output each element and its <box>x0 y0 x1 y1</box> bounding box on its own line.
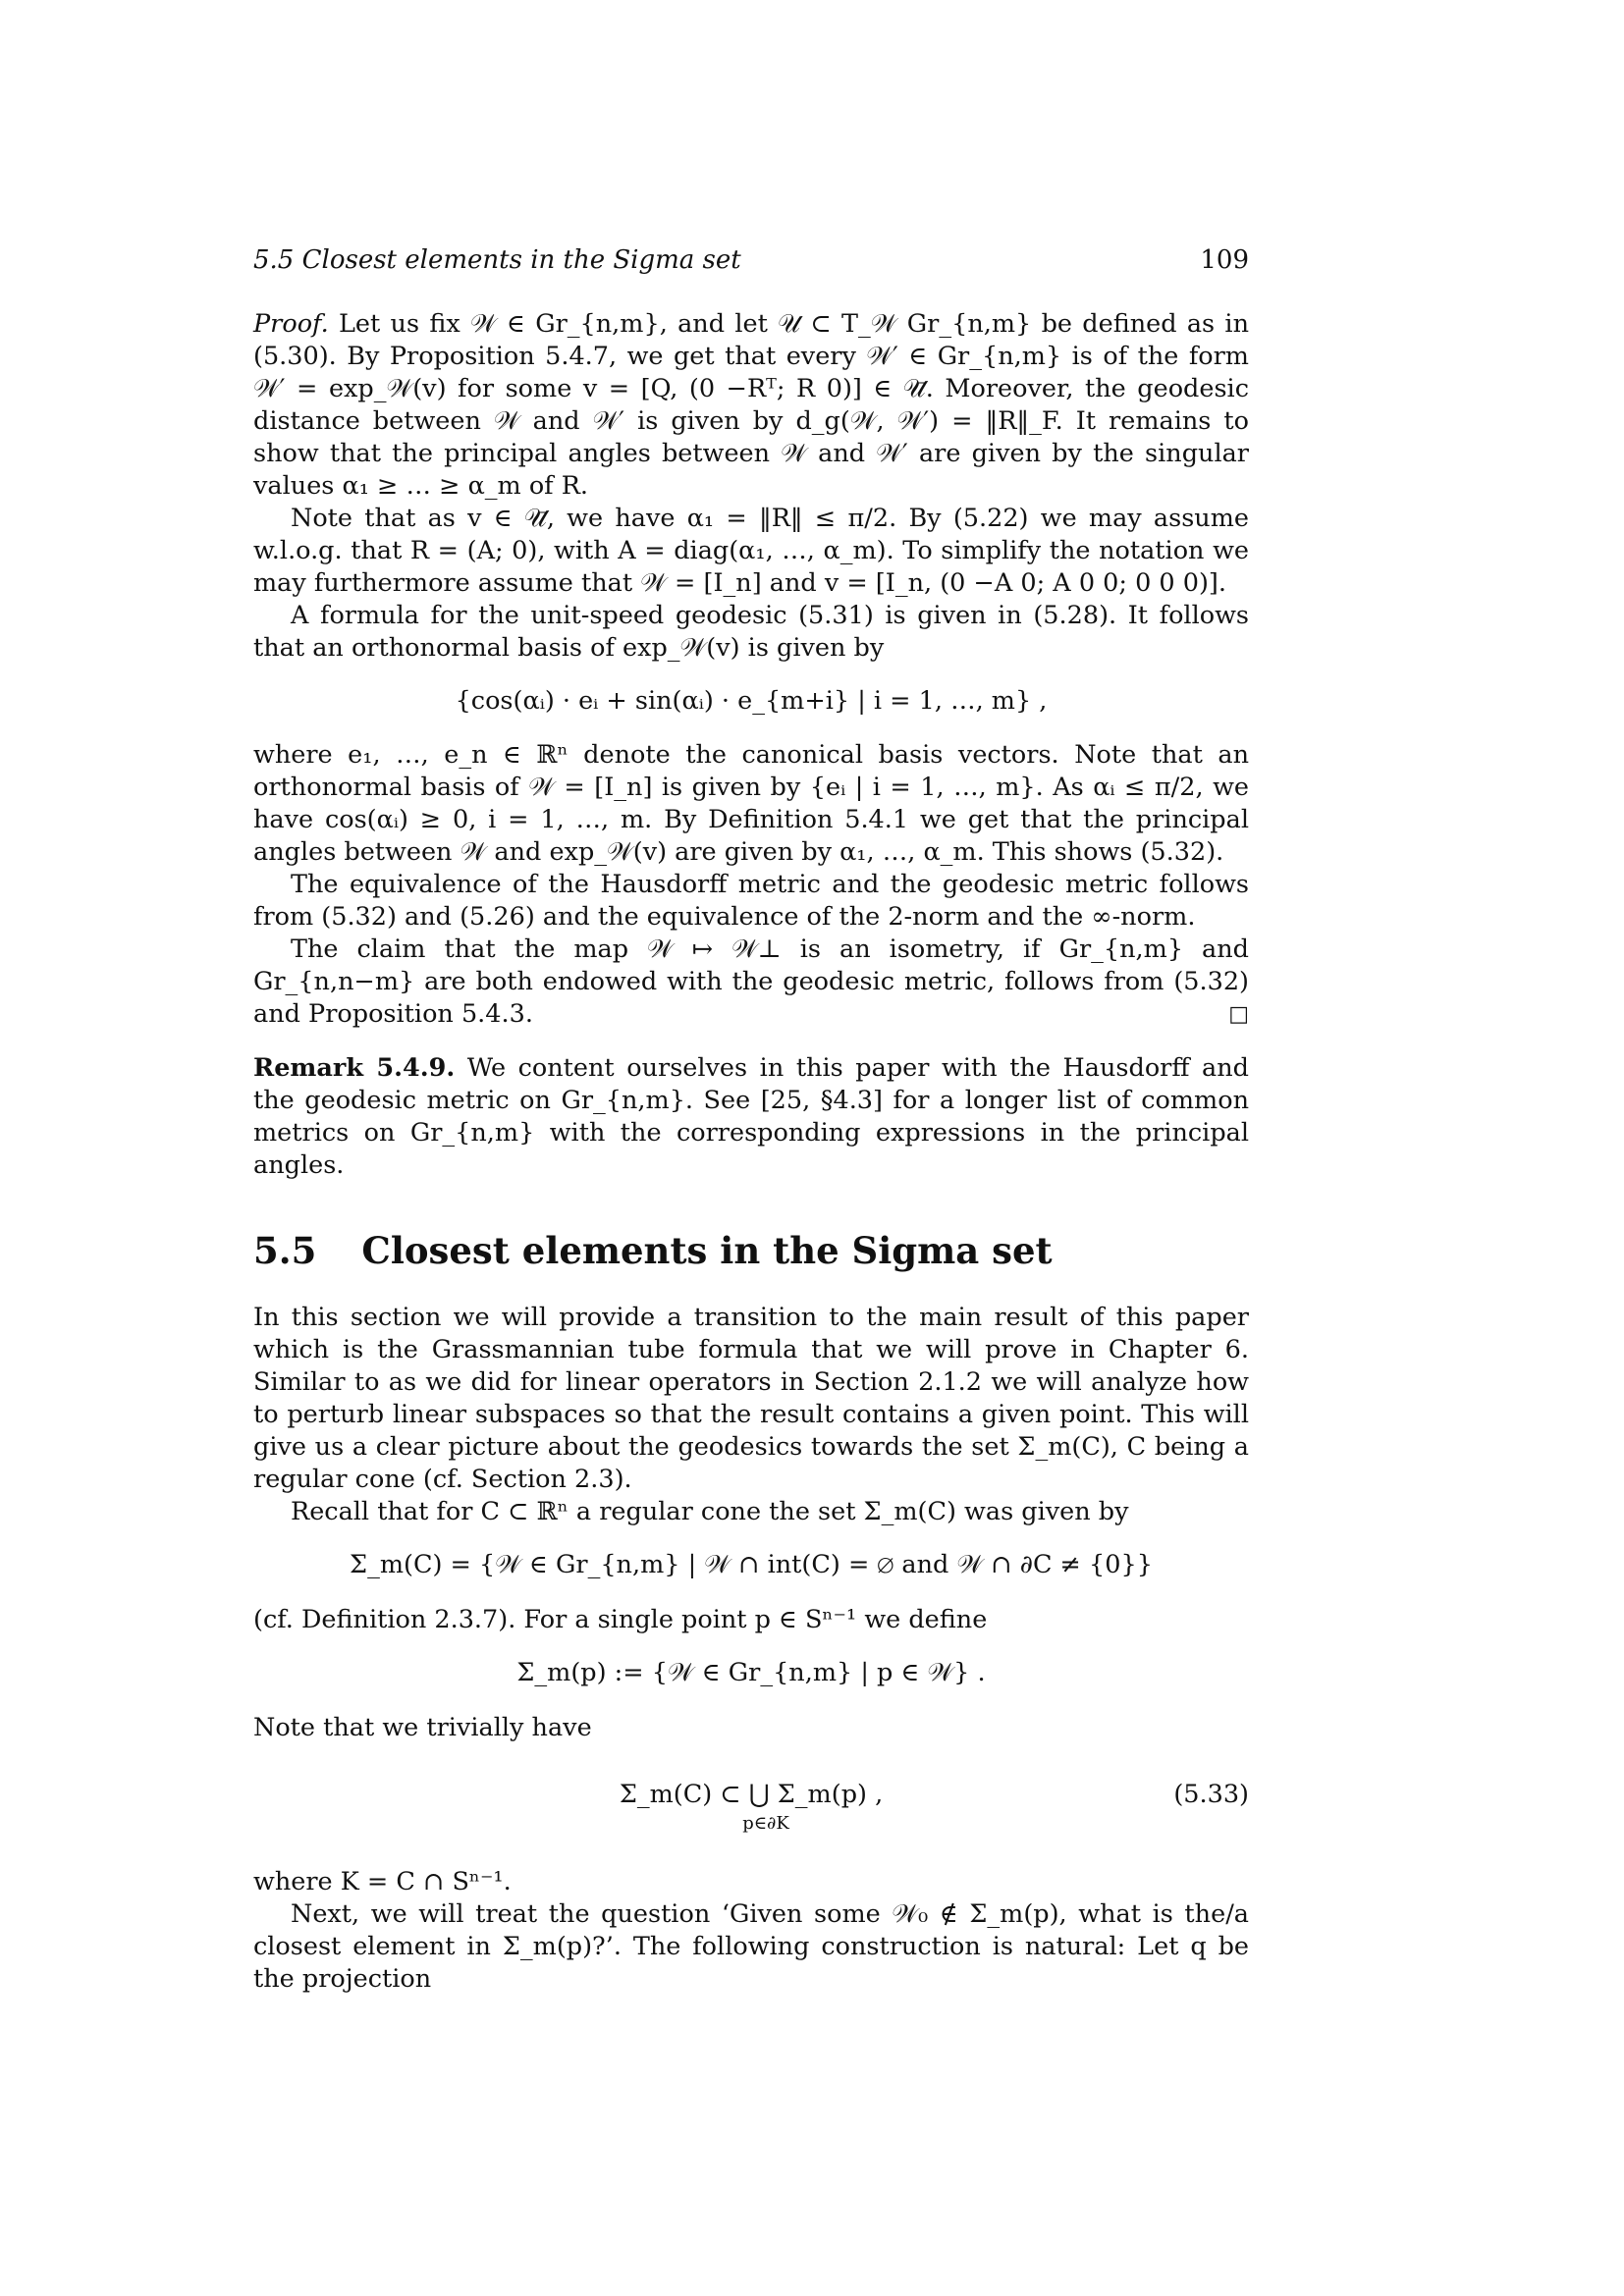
equation-basis: {cos(αᵢ) · eᵢ + sin(αᵢ) · e_{m+i} | i = 1, …, m} , <box>455 686 1048 716</box>
equation-5-33 <box>253 1780 1249 1837</box>
section-paragraph-3: (cf. Definition 2.3.7). For a single point p ∈ Sⁿ⁻¹ we define <box>253 1605 988 1634</box>
proof-paragraph-5: The equivalence of the Hausdorff metric and the geodesic metric follows from (5.32) and (5.26) and the equivalence of the 2-norm and the ∞-norm. <box>253 870 1249 932</box>
equation-number: (5.33) <box>1173 1780 1249 1809</box>
section-paragraph-2: Recall that for C ⊂ ℝⁿ a regular cone the set Σ_m(C) was given by <box>291 1497 1129 1526</box>
proof-text-1: Let us fix 𝒲 ∈ Gr_{n,m}, and let 𝒰 ⊂ T_𝒲 Gr_{n,m} be defined as in (5.30). By Proposition 5.4.7, we get that every 𝒲′ ∈ Gr_{n,m} is of the form 𝒲′ = exp_𝒲(v) for some v = [Q, (0 −Rᵀ; R 0)] ∈ 𝒰̄. Moreover, the geodesic distance between 𝒲 and 𝒲′ is given by d_g(𝒲, 𝒲′) = ‖R‖_F. It remains to show that the principal angles between 𝒲 and 𝒲′ are given by the singular values α₁ ≥ … ≥ α_m of R. <box>253 309 1249 501</box>
proof-paragraph-2: Note that as v ∈ 𝒰̄, we have α₁ = ‖R‖ ≤ π/2. By (5.22) we may assume w.l.o.g. that R = (A; 0), with A = diag(α₁, …, α_m). To simplify the notation we may furthermore assume that 𝒲 = [I_n] and v = [I_n, (0 −A 0; A 0 0; 0 0 0)]. <box>253 504 1249 598</box>
page <box>253 245 1249 1996</box>
equation-sigma-p: Σ_m(p) := {𝒲 ∈ Gr_{n,m} | p ∈ 𝒲} . <box>516 1658 986 1687</box>
section-paragraph-1: In this section we will provide a transition to the main result of this paper which is the Grassmannian tube formula that we will prove in Chapter 6. Similar to as we did for linear operators in Section 2.1.2 we will analyze how to perturb linear subspaces so that the result contains a given point. This will give us a clear picture about the geodesics towards the set Σ_m(C), C being a regular cone (cf. Section 2.3). <box>253 1303 1249 1494</box>
page-number: 109 <box>1200 245 1249 275</box>
section-heading <box>253 1229 1249 1272</box>
equation-sigma-c: Σ_m(C) = {𝒲 ∈ Gr_{n,m} | 𝒲 ∩ int(C) = ∅ and 𝒲 ∩ ∂C ≠ {0}} <box>350 1550 1153 1579</box>
proof-paragraph-6 <box>253 934 1249 1031</box>
proof-paragraph-1 <box>253 308 1249 503</box>
proof-label: Proof. <box>253 309 329 339</box>
section-paragraph-4: Note that we trivially have <box>253 1713 592 1742</box>
qed-symbol: □ <box>1228 1002 1249 1027</box>
running-head <box>253 245 1249 275</box>
proof-text-6: The claim that the map 𝒲 ↦ 𝒲⊥ is an isometry, if Gr_{n,m} and Gr_{n,n−m} are both endowed with the geodesic metric, follows from (5.32) and Proposition 5.4.3. <box>253 934 1249 1029</box>
running-head-title: 5.5 Closest elements in the Sigma set <box>253 245 741 275</box>
equation-5-33-subscript: p∈∂K <box>742 1813 789 1834</box>
remark-label: Remark 5.4.9. <box>253 1053 456 1083</box>
section-paragraph-5: where K = C ∩ Sⁿ⁻¹. <box>253 1867 512 1896</box>
section-title: Closest elements in the Sigma set <box>361 1229 1053 1272</box>
proof-paragraph-3: A formula for the unit-speed geodesic (5.31) is given in (5.28). It follows that an orthonormal basis of exp_𝒲(v) is given by <box>253 601 1249 663</box>
proof-paragraph-4: where e₁, …, e_n ∈ ℝⁿ denote the canonical basis vectors. Note that an orthonormal basis of 𝒲 = [I_n] is given by {eᵢ | i = 1, …, m}. As αᵢ ≤ π/2, we have cos(αᵢ) ≥ 0, i = 1, …, m. By Definition 5.4.1 we get that the principal angles between 𝒲 and exp_𝒲(v) are given by α₁, …, α_m. This shows (5.32). <box>253 740 1249 867</box>
remark-paragraph <box>253 1052 1249 1182</box>
remark-text: We content ourselves in this paper with the Hausdorff and the geodesic metric on Gr_{n,m}. See [25, §4.3] for a longer list of common metrics on Gr_{n,m} with the corresponding expressions in the principal angles. <box>253 1053 1250 1180</box>
section-paragraph-6: Next, we will treat the question ‘Given some 𝒲₀ ∉ Σ_m(p), what is the/a closest element in Σ_m(p)?’. The following construction is natural: Let q be the projection <box>253 1899 1249 1994</box>
equation-5-33-formula: Σ_m(C) ⊂ ⋃ Σ_m(p) , <box>619 1780 884 1809</box>
section-number: 5.5 <box>253 1229 317 1272</box>
